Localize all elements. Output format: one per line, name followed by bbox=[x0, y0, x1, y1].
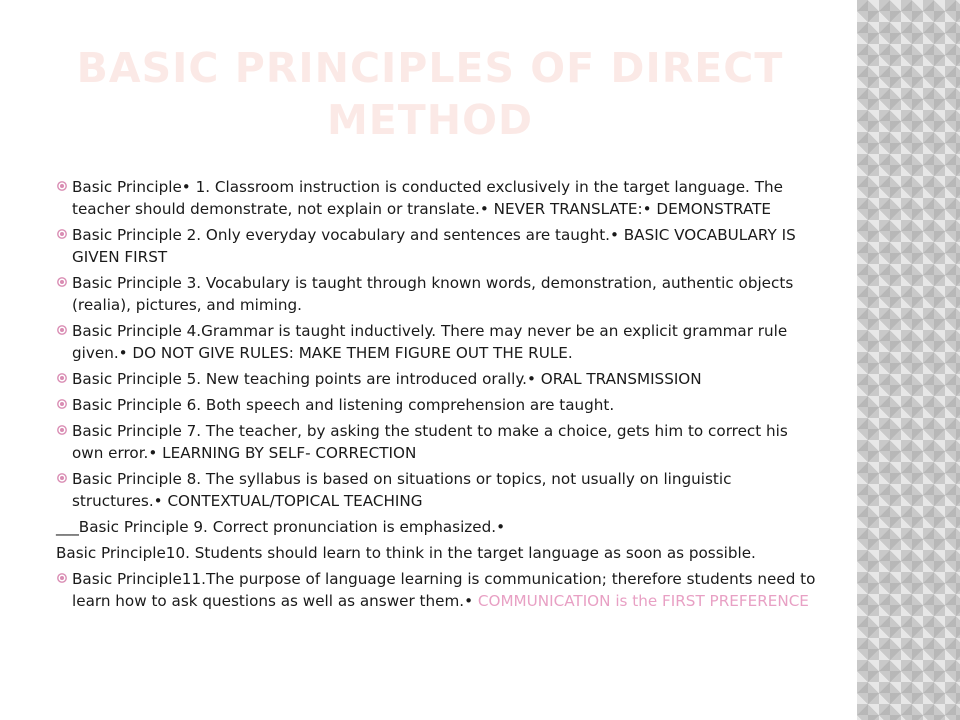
list-item-text: Basic Principle10. Students should learn to think in the target language as soon as possible. bbox=[56, 544, 756, 562]
list-item-text: Basic Principle 4.Grammar is taught inductively. There may never be an explicit grammar rule given.• DO NOT GIVE RULES: MAKE THEM FIGURE OUT THE RULE. bbox=[72, 322, 788, 362]
list-item bbox=[56, 368, 816, 390]
list-item bbox=[56, 394, 816, 416]
list-item bbox=[56, 176, 816, 220]
list-item-text: Basic Principle 3. Vocabulary is taught through known words, demonstration, authentic objects (realia), pictures, and miming. bbox=[72, 274, 794, 314]
list-item bbox=[56, 224, 816, 268]
decorative-sidebar bbox=[857, 0, 960, 720]
bullet-icon bbox=[57, 277, 67, 287]
list-item-text: Basic Principle• 1. Classroom instruction is conducted exclusively in the target language. The teacher should demonstrate, not explain or translate.• NEVER TRANSLATE:• DEMONSTRATE bbox=[72, 178, 783, 218]
list-item bbox=[56, 468, 816, 512]
highlight-text: COMMUNICATION is the FIRST PREFERENCE bbox=[477, 592, 809, 610]
list-item bbox=[56, 542, 816, 564]
list-item bbox=[56, 320, 816, 364]
list-item bbox=[56, 568, 816, 612]
bullet-icon bbox=[57, 425, 67, 435]
bullet-icon bbox=[57, 325, 67, 335]
list-item-text: Basic Principle 8. The syllabus is based on situations or topics, not usually on linguistic structures.• CONTEXTUAL/TOPICAL TEACHING bbox=[72, 470, 732, 510]
bullet-icon bbox=[57, 573, 67, 583]
list-item-text: Basic Principle 2. Only everyday vocabulary and sentences are taught.• BASIC VOCABULARY IS GIVEN FIRST bbox=[72, 226, 796, 266]
bullet-icon bbox=[57, 229, 67, 239]
bullet-icon bbox=[57, 473, 67, 483]
slide-content bbox=[56, 176, 816, 616]
list-item-text: Basic Principle11.The purpose of language learning is communication; therefore students need to learn how to ask questions as well as answer them.• bbox=[72, 570, 816, 610]
slide-title: BASIC PRINCIPLES OF DIRECT METHOD bbox=[76, 44, 784, 144]
list-item bbox=[56, 420, 816, 464]
bullet-icon bbox=[57, 399, 67, 409]
list-item bbox=[56, 516, 816, 538]
list-item-text: Basic Principle 6. Both speech and listening comprehension are taught. bbox=[72, 396, 615, 414]
list-item-text: Basic Principle 7. The teacher, by asking the student to make a choice, gets him to correct his own error.• LEARNING BY SELF- CORRECTION bbox=[72, 422, 788, 462]
bullet-icon bbox=[57, 373, 67, 383]
list-item-text: ___Basic Principle 9. Correct pronunciation is emphasized.• bbox=[56, 518, 506, 536]
list-item-text: Basic Principle 5. New teaching points are introduced orally.• ORAL TRANSMISSION bbox=[72, 370, 702, 388]
list-item bbox=[56, 272, 816, 316]
bullet-icon bbox=[57, 181, 67, 191]
